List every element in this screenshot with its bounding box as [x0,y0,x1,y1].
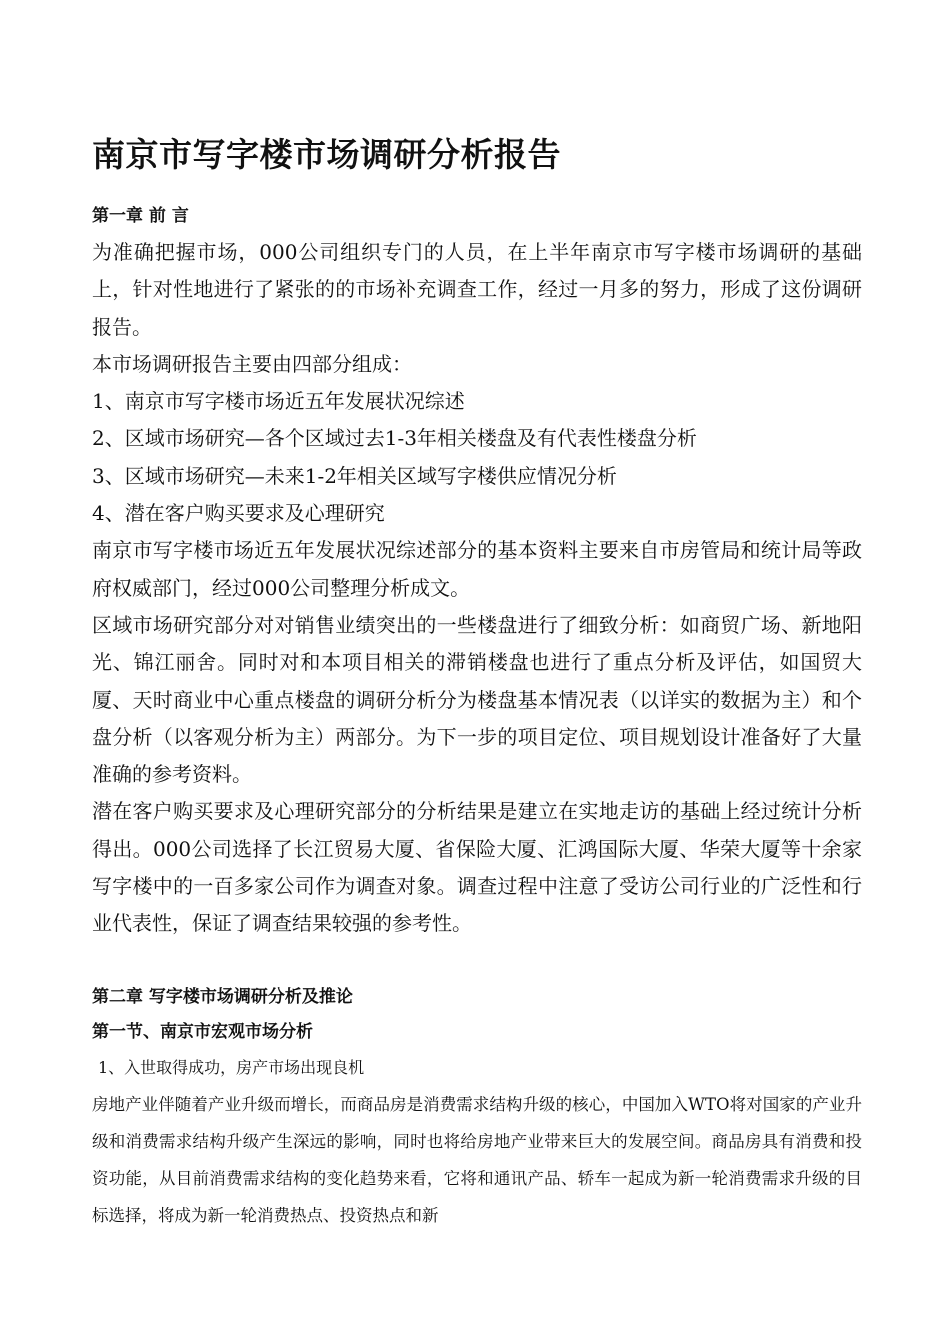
chapter2-heading: 第二章 写字楼市场调研分析及推论 [92,987,353,1007]
chapter2-body [92,1086,862,1234]
paragraph: 本市场调研报告主要由四部分组成： [92,351,412,376]
subsection-item: 1、入世取得成功，房产市场出现良机 [98,1058,365,1077]
paragraph: 房地产业伴随着产业升级而增长，而商品房是消费需求结构升级的核心，中国加入WTO将对国家的产业升级和消费需求结构升级产生深远的影响，同时也将给房地产业带来巨大的发展空间。商品房具有消费和投资功能，从目前消费需求结构的变化趋势来看，它将和通讯产品、轿车一起成为新一轮消费需求升级的目标选择，将成为新一轮消费热点、投资热点和新 [92,1095,862,1225]
section1-heading: 第一节、南京市宏观市场分析 [92,1022,313,1042]
paragraph: 潜在客户购买要求及心理研究部分的分析结果是建立在实地走访的基础上经过统计分析得出。000公司选择了长江贸易大厦、省保险大厦、汇鸿国际大厦、华荣大厦等十余家写字楼中的一百多家公司作为调查对象。调查过程中注意了受访公司行业的广泛性和行业代表性，保证了调查结果较强的参考性。 [92,799,862,936]
chapter1-heading: 第一章 前 言 [92,206,189,226]
list-item: 1、南京市写字楼市场近五年发展状况综述 [92,389,465,414]
chapter1-body [92,234,862,943]
list-item: 4、潜在客户购买要求及心理研究 [92,501,385,526]
paragraph: 区域市场研究部分对对销售业绩突出的一些楼盘进行了细致分析：如商贸广场、新地阳光、锦江丽舍。同时对和本项目相关的滞销楼盘也进行了重点分析及评估，如国贸大厦、天时商业中心重点楼盘的调研分析分为楼盘基本情况表（以详实的数据为主）和个盘分析（以客观分析为主）两部分。为下一步的项目定位、项目规划设计准备好了大量准确的参考资料。 [92,612,862,787]
document-title: 南京市写字楼市场调研分析报告 [92,135,561,174]
paragraph: 为准确把握市场，000公司组织专门的人员，在上半年南京市写字楼市场调研的基础上，针对性地进行了紧张的的市场补充调查工作，经过一月多的努力，形成了这份调研报告。 [92,240,862,339]
list-item: 3、区域市场研究—未来1-2年相关区域写字楼供应情况分析 [92,463,617,488]
list-item: 2、区域市场研究—各个区域过去1-3年相关楼盘及有代表性楼盘分析 [92,426,697,451]
paragraph: 南京市写字楼市场近五年发展状况综述部分的基本资料主要来自市房管局和统计局等政府权威部门，经过000公司整理分析成文。 [92,538,862,600]
